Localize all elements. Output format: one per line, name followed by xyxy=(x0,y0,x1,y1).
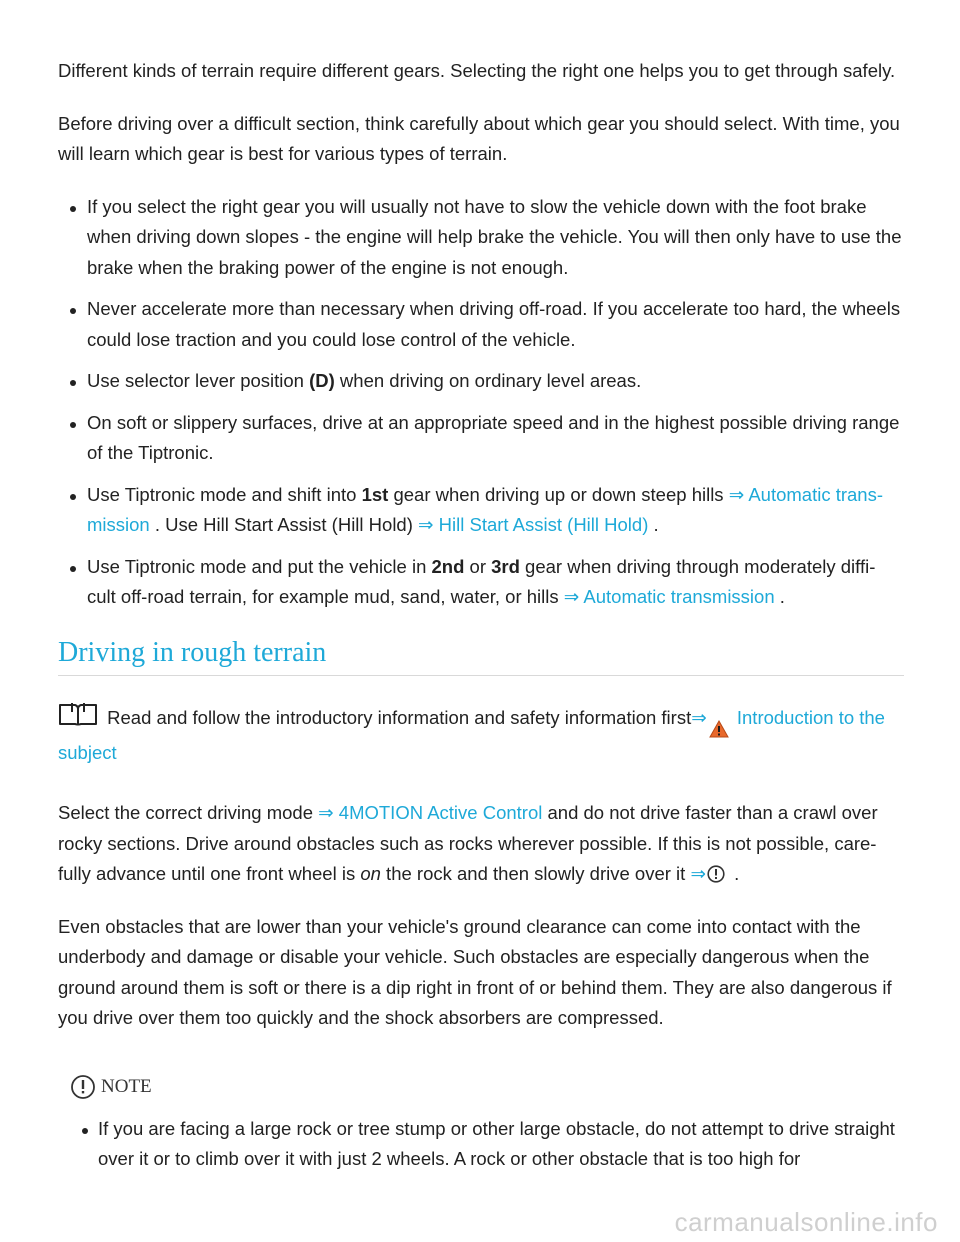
list-item-text: . xyxy=(774,586,785,607)
manual-page xyxy=(58,56,904,1175)
paragraph-text: . xyxy=(728,863,740,884)
gear-tips-list xyxy=(58,192,904,613)
exclamation-circle-icon[interactable] xyxy=(707,865,725,883)
list-item xyxy=(70,1114,904,1175)
list-item-text: On soft or slippery surfaces, drive at an appropriate speed and in the highest possible driving range of the Tiptronic. xyxy=(87,411,900,463)
list-item xyxy=(58,480,904,541)
hill-start-assist-link[interactable]: ⇒ Hill Start Assist (Hill Hold) xyxy=(418,514,649,535)
list-item xyxy=(58,408,904,469)
automatic-transmission-link[interactable]: ⇒ Automatic trans-mission xyxy=(87,483,884,535)
list-item-text: Use selector lever position xyxy=(87,370,310,391)
list-item-text: gear when driving up or down steep hills xyxy=(388,483,729,505)
list-item xyxy=(58,192,904,284)
intro-paragraph-2: Before driving over a difficult section, think carefully about which gear you should select. With time, you will learn which gear is best for various types of terrain. xyxy=(58,112,900,164)
list-item-text: If you select the right gear you will usually not have to slow the vehicle down with the foot brake when driving down slopes - the engine will help brake the vehicle. You will then only have to use the brake when the braking power of the engine is not enough. xyxy=(87,195,902,278)
paragraph-text: the rock and then slowly drive over it xyxy=(380,863,691,884)
list-item-text: Use Tiptronic mode and put the vehicle in xyxy=(87,555,432,577)
section-heading: Driving in rough terrain xyxy=(58,635,904,676)
note-header xyxy=(70,1074,904,1100)
open-book-icon xyxy=(58,702,98,726)
4motion-active-control-link[interactable]: ⇒ 4MOTION Active Control xyxy=(318,802,543,823)
gear-2nd: 2nd xyxy=(431,555,465,577)
note-arrow-link[interactable]: ⇒ xyxy=(690,863,706,884)
list-item-text: . Use Hill Start Assist (Hill Hold) xyxy=(149,514,419,535)
gear-3rd: 3rd xyxy=(491,555,520,577)
paragraph-text: Select the correct driving mode xyxy=(58,802,319,823)
list-item-text: Never accelerate more than necessary when driving off-road. If you accelerate too hard, the wheels could lose traction and you could lose control of the vehicle. xyxy=(87,298,901,350)
intro-arrow[interactable]: ⇒ xyxy=(691,706,707,728)
list-item-text: when driving on ordinary level areas. xyxy=(334,370,642,391)
watermark: carmanualsonline.info xyxy=(674,1207,938,1237)
automatic-transmission-link-2[interactable]: ⇒ Automatic transmission xyxy=(563,586,775,607)
paragraph-text: and do not drive faster than a crawl over rocky sections. Drive around obstacles such as rocks wherever possible. If this is not possible, care-fully advance until one front wheel is xyxy=(58,802,878,884)
intro-text: Read and follow the introductory information and safety information first xyxy=(102,706,692,728)
exclamation-circle-icon xyxy=(70,1074,96,1100)
rocky-paragraph xyxy=(58,798,904,890)
obstacles-paragraph: Even obstacles that are lower than your vehicle's ground clearance can come into contact with the underbody and damage or disable your vehicle. Such obstacles are especially dangerous when the ground around them is soft or there is a dip right in front of or behind them. They are also dangerous if you drive over them too quickly and the shock absorbers are compressed. xyxy=(58,915,892,1028)
list-item xyxy=(58,294,904,355)
introduction-link[interactable]: Introduction to the subject xyxy=(58,706,885,763)
emphasis-on: on xyxy=(360,863,381,884)
intro-reference xyxy=(58,702,904,769)
list-item-text: Use Tiptronic mode and shift into xyxy=(87,483,362,505)
list-item-text: or xyxy=(464,555,492,577)
position-d: (D) xyxy=(309,370,335,391)
intro-paragraph-1: Different kinds of terrain require different gears. Selecting the right one helps you to get through safely. xyxy=(58,60,896,81)
note-title: NOTE xyxy=(101,1075,152,1097)
note-list xyxy=(70,1114,904,1175)
list-item-text: gear when driving through moderately diffi-cult off-road terrain, for example mud, sand, water, or hills xyxy=(87,555,876,607)
list-item xyxy=(58,552,904,613)
warning-triangle-icon xyxy=(709,720,729,738)
list-item-text: . xyxy=(648,514,659,535)
note-item-text: If you are facing a large rock or tree stump or other large obstacle, do not attempt to drive straight over it or to climb over it with just 2 wheels. A rock or other obstacle that is too high for xyxy=(98,1117,895,1169)
list-item xyxy=(58,366,904,397)
gear-1st: 1st xyxy=(361,483,389,505)
